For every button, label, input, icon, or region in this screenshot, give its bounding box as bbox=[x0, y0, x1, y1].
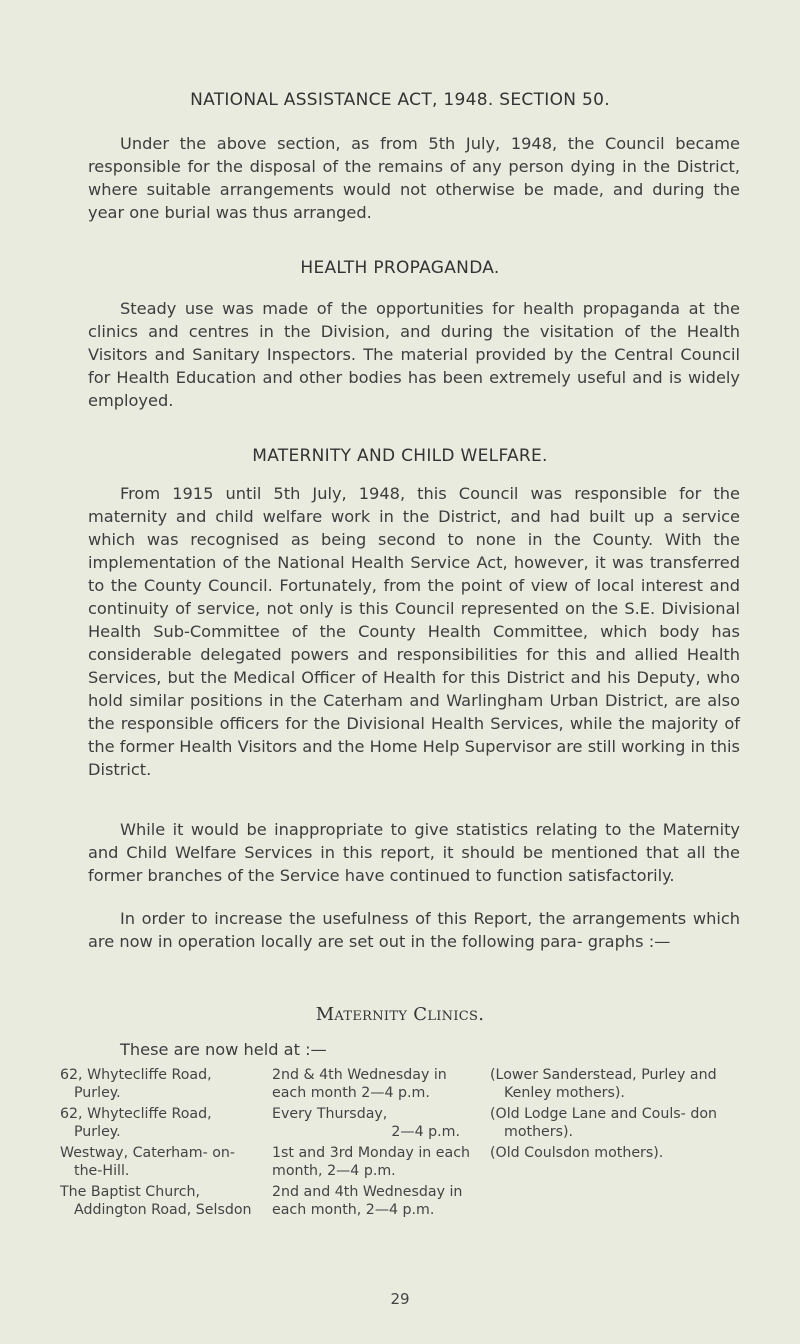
section-heading-national-assistance: NATIONAL ASSISTANCE ACT, 1948. SECTION 50. bbox=[190, 90, 610, 110]
clinic-area: (Old Coulsdon mothers). bbox=[490, 1145, 664, 1161]
table-row bbox=[60, 1144, 760, 1180]
clinic-time: 2nd & 4th Wednesday in each month 2—4 p.m. bbox=[272, 1067, 447, 1101]
clinic-place: 62, Whytecliffe Road, Purley. bbox=[60, 1106, 212, 1140]
paragraph-national-assistance: Under the above section, as from 5th July, 1948, the Council became responsible for the disposal of the remains of any person dying in the District, where suitable arrangements would not otherwise be made, and during the year one burial was thus arranged. bbox=[88, 134, 740, 222]
paragraph-statistics-note: While it would be inappropriate to give statistics relating to the Maternity and Child Welfare Services in this report, it should be mentioned that all the former branches of the Service have continued to function satisfactorily. bbox=[88, 820, 740, 885]
clinic-time: 2nd and 4th Wednesday in each month, 2—4 p.m. bbox=[272, 1184, 463, 1218]
table-row bbox=[60, 1105, 760, 1141]
page-number: 29 bbox=[390, 1290, 410, 1308]
clinics-intro: These are now held at :— bbox=[120, 1040, 327, 1059]
clinic-place: 62, Whytecliffe Road, Purley. bbox=[60, 1067, 212, 1101]
section-heading-health-propaganda: HEALTH PROPAGANDA. bbox=[300, 258, 500, 278]
clinic-place: The Baptist Church, Addington Road, Selsdon bbox=[60, 1184, 252, 1218]
clinic-place: Westway, Caterham- on-the-Hill. bbox=[60, 1145, 235, 1179]
clinic-time: 1st and 3rd Monday in each month, 2—4 p.m. bbox=[272, 1145, 470, 1179]
table-row bbox=[60, 1183, 760, 1219]
table-row bbox=[60, 1066, 760, 1102]
clinic-day: Every Thursday, bbox=[272, 1106, 388, 1122]
clinic-area: (Old Lodge Lane and Couls- don mothers). bbox=[490, 1106, 717, 1140]
clinic-time bbox=[272, 1105, 472, 1141]
clinic-area bbox=[490, 1183, 764, 1219]
paragraph-maternity-history: From 1915 until 5th July, 1948, this Council was responsible for the maternity and child welfare work in the District, and had built up a service which was recognised as being second to none in the County. With the implementation of the National Health Service Act, however, it was transferred to the County Council. Fortunately, from the point of view of local interest and continuity of service, not only is this Council represented on the S.E. Divisional Health Sub-Committee of the County Health Committee, which body has considerable delegated powers and responsibilities for this and allied Health Services, but the Medical Officer of Health for this District and his Deputy, who hold similar positions in the Caterham and Warlingham Urban District, are also the responsible officers for the Divisional Health Services, while the majority of the former Health Visitors and the Home Help Supervisor are still working in this District. bbox=[88, 484, 740, 779]
clinics-table bbox=[60, 1066, 760, 1222]
clinic-hours: 2—4 p.m. bbox=[391, 1124, 460, 1140]
clinics-heading: Maternity Clinics. bbox=[315, 1004, 485, 1025]
paragraph-arrangements-intro: In order to increase the usefulness of this Report, the arrangements which are now in operation locally are set out in the following para- graphs :— bbox=[88, 909, 740, 951]
section-heading-maternity: MATERNITY AND CHILD WELFARE. bbox=[252, 446, 548, 466]
paragraph-health-propaganda: Steady use was made of the opportunities for health propaganda at the clinics and centres in the Division, and during the visitation of the Health Visitors and Sanitary Inspectors. The material provided by the Central Council for Health Education and other bodies has been extremely useful and is widely employed. bbox=[88, 299, 740, 410]
clinic-area: (Lower Sanderstead, Purley and Kenley mothers). bbox=[490, 1067, 717, 1101]
